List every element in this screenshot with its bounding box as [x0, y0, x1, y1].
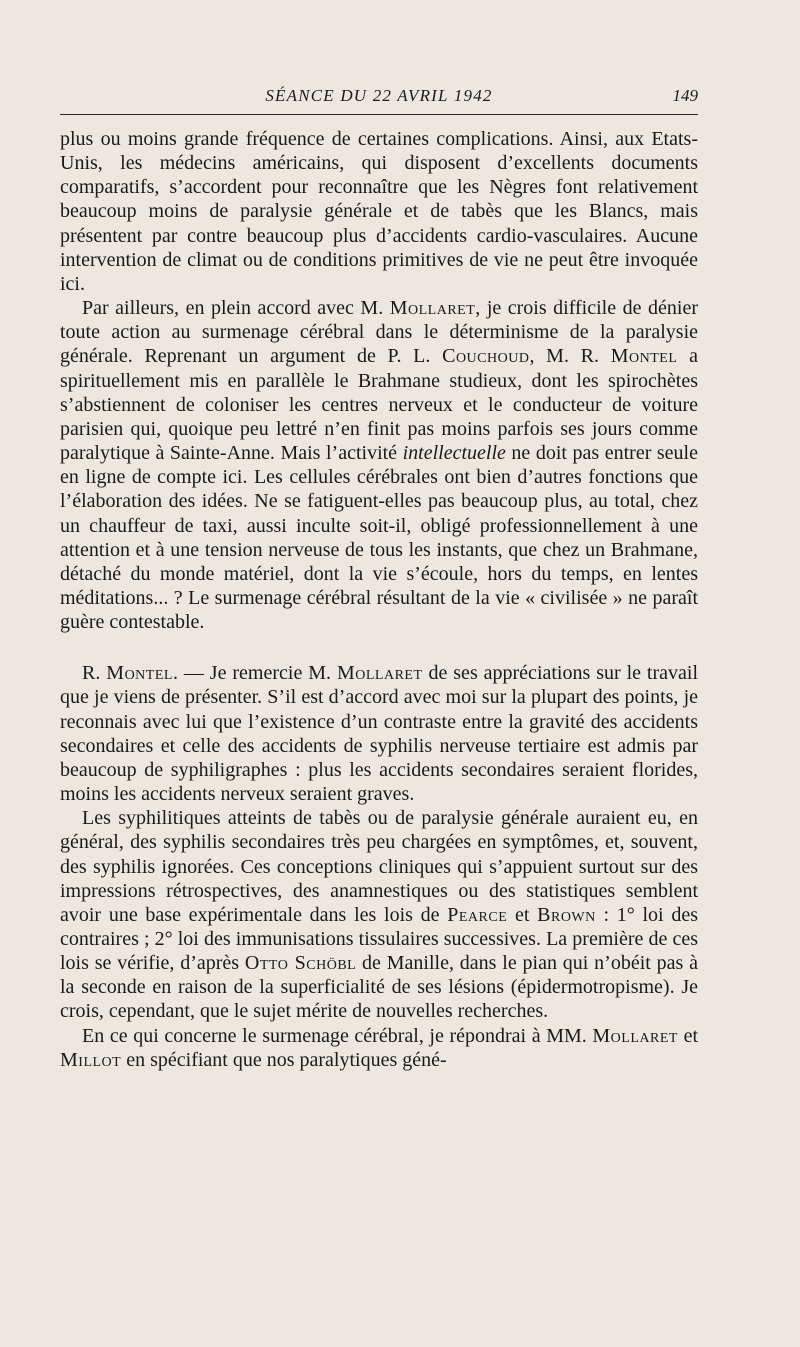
paragraph-montel-reply: R. Montel. — Je remercie M. Mollaret de ses appréciations sur le travail que je viens de présenter. S’il est d’accord avec moi sur la plupart des points, je reconnais avec lui que l’existence d’un contraste entre la gravité des accidents secondaires et celle des accidents de syphilis nerveuse tertiaire est admis par beaucoup de syphiligraphes : plus les accidents secondaires seraient florides, moins les accidents nerveux seraient graves. [60, 662, 699, 806]
page-number: 149 [672, 86, 698, 105]
author-name: Pearce [447, 903, 508, 926]
paragraph-conclusion: En ce qui concerne le surmenage cérébral, je répondrai à MM. Mollaret et Millot en spécifiant que nos paralytiques géné- [60, 1024, 698, 1071]
author-name: Millot [60, 1048, 122, 1071]
paragraph-syphilitiques: Les syphilitiques atteints de tabès ou de paralysie générale auraient eu, en général, des syphilis secondaires très peu chargées en symptômes, et, souvent, des syphilis ignorées. Ces conceptions cliniques qui s’appuient surtout sur des impressions rétrospectives, des anamnestiques ou des statistiques semblent avoir une base expérimentale dans les lois de Pearce et Brown : 1° loi des contraires ; 2° loi des immunisations tissulaires successives. La première de ces lois se vérifie, d’après Otto Schöbl de Manille, dans le pian qui n’obéit pas à la seconde en raison de la superficialité de ses lésions (épidermotropisme). Je crois, cependant, que le sujet mérite de nouvelles recherches. [60, 807, 698, 1023]
speaker-name: Montel [106, 662, 173, 685]
paragraph-continuation: plus ou moins grande fréquence de certaines complications. Ainsi, aux Etats-Unis, les médecins américains, qui disposent d’excellents documents comparatifs, s’accordent pour reconnaître que les Nègres font relativement beaucoup moins de paralysie générale et de tabès que les Blancs, mais présentent par contre beaucoup plus d’accidents cardio-vasculaires. Aucune intervention de climat ou de conditions primitives de vie ne peut être invoquée ici. [60, 128, 698, 295]
author-name: Mollaret [592, 1024, 678, 1047]
author-name: Otto Schöbl [244, 952, 357, 975]
author-name: Montel [610, 345, 678, 368]
paragraph-surmenage: Par ailleurs, en plein accord avec M. Mollaret, je crois difficile de dénier toute action au surmenage cérébral dans le déterminisme de la paralysie générale. Reprenant un argument de P. L. Couchoud, M. R. Montel a spirituellement mis en parallèle le Brahmane studieux, dont les spirochètes s’abstiennent de coloniser les centres nerveux et le conducteur de voiture parisien qui, quoique peu lettré n’en finit pas moins parfois ses jours comme paralytique à Sainte-Anne. Mais l’activité intellectuelle ne doit pas entrer seule en ligne de compte ici. Les cellules cérébrales ont bien d’autres fonctions que l’élaboration des idées. Ne se fatiguent-elles pas beaucoup plus, au total, chez un chauffeur de taxi, aussi inculte soit-il, obligé professionnellement à une attention et à une tension nerveuse de tous les instants, que chez un Brahmane, détaché du monde matériel, dont la vie s’écoule, hors du temps, en lentes méditations... ? Le surmenage cérébral résultant de la vie « civilisée » ne paraît guère contestable. [60, 297, 699, 634]
author-name: Brown [537, 903, 596, 926]
author-name: Mollaret [336, 662, 423, 685]
running-header [60, 84, 698, 112]
author-name: Mollaret [389, 297, 476, 320]
emphasis: intellectuelle [402, 442, 506, 465]
header-rule [60, 114, 698, 115]
author-name: Couchoud [442, 345, 530, 368]
running-title: SÉANCE DU 22 AVRIL 1942 [265, 86, 493, 105]
